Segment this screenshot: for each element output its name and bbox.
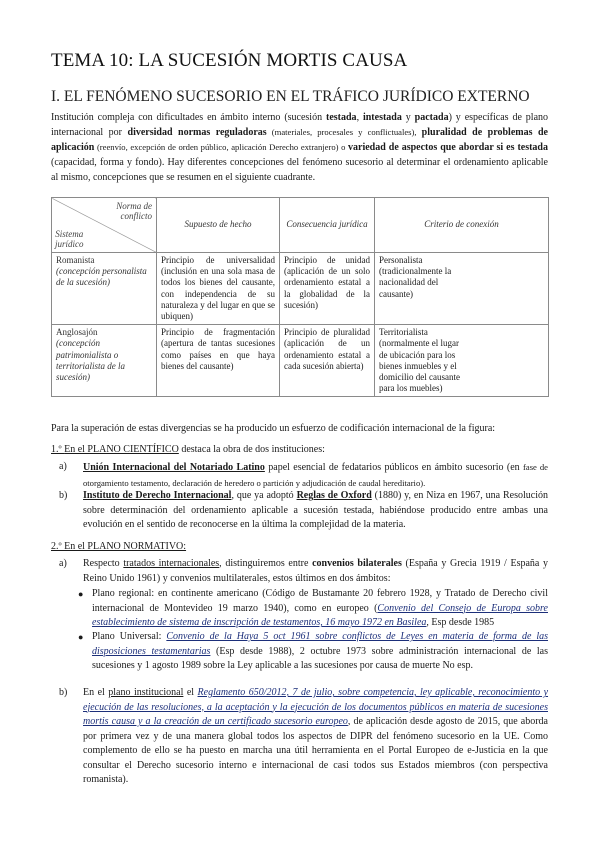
intro-paragraph: Institución compleja con dificultades en ámbito interno (sucesión testada, intestada y pactada) y específicas de plano internacional por diversidad normas reguladoras (materiales, procesales y conflictuales), pluralidad de problemas de aplicación (reenvío, excepción de orden público, aplicación Derecho extranjero) o variedad de aspectos que abordar si es testada (capacidad, forma y fondo). Hay diferentes concepciones del fenómeno sucesorio al determinar el ordenamiento aplicable al mismo, concepciones que se resumen en el siguiente cuadrante.	[51, 112, 549, 183]
table-cell: Principio de fragmentación (apertura de tantas sucesiones como países en que haya bienes del causante)	[157, 325, 280, 397]
bullet-icon: ●	[78, 632, 84, 642]
plano-normativo-item-a: a) Respecto tratados internacionales, distinguiremos entre convenios bilaterales (España y Grecia 1919 / España y Reino Unido 1961) y convenios multilaterales, estos últimos en dos ámbitos:	[59, 558, 548, 584]
reglamento-650-2012-link[interactable]: Reglamento 650/2012, 7 de julio, sobre competencia, ley aplicable, reconocimiento y ejecución de las resoluciones, a la aceptación y la ejecución de los documentos públicos en materia de sucesiones mortis causa y a la creación de un certificado sucesorio europeo	[83, 687, 549, 727]
table-cell: Principio de pluralidad (aplicación de un ordenamiento estatal a cada sucesión abierta)	[280, 325, 375, 397]
codification-intro: Para la superación de estas divergencias se ha producido un esfuerzo de codificación internacional de la figura:	[51, 423, 496, 434]
plano-normativo-item-b: b) En el plano institucional el Reglamento 650/2012, 7 de julio, sobre competencia, ley aplicable, reconocimiento y ejecución de las resoluciones, a la aceptación y la ejecución de los documentos públicos en materia de sucesiones mortis causa y a la creación de un certificado sucesorio europeo, de aplicación desde agosto de 2015, que aborda por primera vez y de una manera global todos los aspectos de DIPR del fenómeno sucesorio en la UE. Como complemento de ello se ha puesto en marcha una útil herramienta en el Portal Europeo de e-Justicia en la que consultar el Derecho sucesorio interno e internacional de casi todos sus Estados miembros (con perspectiva romanista).	[59, 687, 549, 785]
plano-cientifico-item-b: b) Instituto de Derecho Internacional, que ya adoptó Reglas de Oxford (1880) y, en Niza en 1967, una Resolución sobre determinación del ordenamiento aplicable a sucesión testada, habiéndose producido entre ambas una evolución en el sentido de reconocerse en la última la complejidad de la materia.	[59, 490, 548, 530]
convenio-consejo-europa-link[interactable]: Convenio del Consejo de Europa sobre establecimiento de sistema de inscripción de testamentos, 16 mayo 1972 en Basilea	[92, 602, 548, 628]
table-cell: Principio de unidad (aplicación de un solo ordenamiento estatal a la globalidad de la sucesión)	[280, 253, 375, 325]
table-row	[52, 253, 549, 325]
table-row-label: Romanista (concepción personalista de la sucesión)	[52, 253, 157, 325]
table-cell: Territorialista (normalmente el lugar de ubicación para los bienes inmuebles y el domicilio del causante para los muebles)	[375, 325, 549, 397]
table-row	[52, 325, 549, 397]
plano-normativo-heading: 2.º En el PLANO NORMATIVO:	[51, 541, 187, 552]
plano-cientifico-heading: 1.º En el PLANO CIENTÍFICO destaca la obra de dos instituciones:	[51, 444, 325, 455]
table-header: Consecuencia jurídica	[280, 198, 375, 253]
table-header: Supuesto de hecho	[157, 198, 280, 253]
plano-cientifico-item-a: a) Unión Internacional del Notariado Latino papel esencial de fedatarios públicos en ámbito sucesorio (en fase de otorgamiento testamento, declaración de heredero o partición y adjudicación de caudal hereditario).	[59, 461, 548, 488]
conception-table	[51, 197, 549, 397]
table-cell: Personalista (tradicionalmente la nacionalidad del causante)	[375, 253, 549, 325]
convenio-haya-link[interactable]: Convenio de la Haya 5 oct 1961 sobre conflictos de Leyes en materia de forma de las disposiciones testamentarias	[92, 631, 549, 657]
table-header: Criterio de conexión	[375, 198, 549, 253]
bullet-plano-universal: ● Plano Universal: Convenio de la Haya 5 oct 1961 sobre conflictos de Leyes en materia de forma de las disposiciones testamentarias (Esp desde 1988), 2 octubre 1973 sobre administración internacional de las sucesiones y 1 agosto 1989 sobre la Ley aplicable a las sucesiones por causa de muerte No esp.	[78, 631, 549, 671]
table-row-label: Anglosajón (concepción patrimonialista o territorialista de la sucesión)	[52, 325, 157, 397]
section-heading: I. EL FENÓMENO SUCESORIO EN EL TRÁFICO JURÍDICO EXTERNO	[51, 88, 530, 105]
bullet-icon: ●	[78, 589, 84, 599]
table-corner-cell: Norma de conflicto Sistema jurídico	[52, 198, 157, 253]
table-cell: Principio de universalidad (inclusión en una sola masa de todos los bienes del causante, con independencia de su naturaleza y del lugar en que se ubiquen)	[157, 253, 280, 325]
page-title: TEMA 10: LA SUCESIÓN MORTIS CAUSA	[51, 50, 408, 71]
bullet-plano-regional: ● Plano regional: en continente americano (Código de Bustamante 20 febrero 1928, y Tratado de Derecho civil internacional de Montevideo 19 marzo 1940), como en europeo (Convenio del Consejo de Europa sobre establecimiento de sistema de inscripción de testamentos, 16 mayo 1972 en Basilea, Esp desde 1985	[78, 588, 548, 628]
table-header-row	[52, 198, 549, 253]
